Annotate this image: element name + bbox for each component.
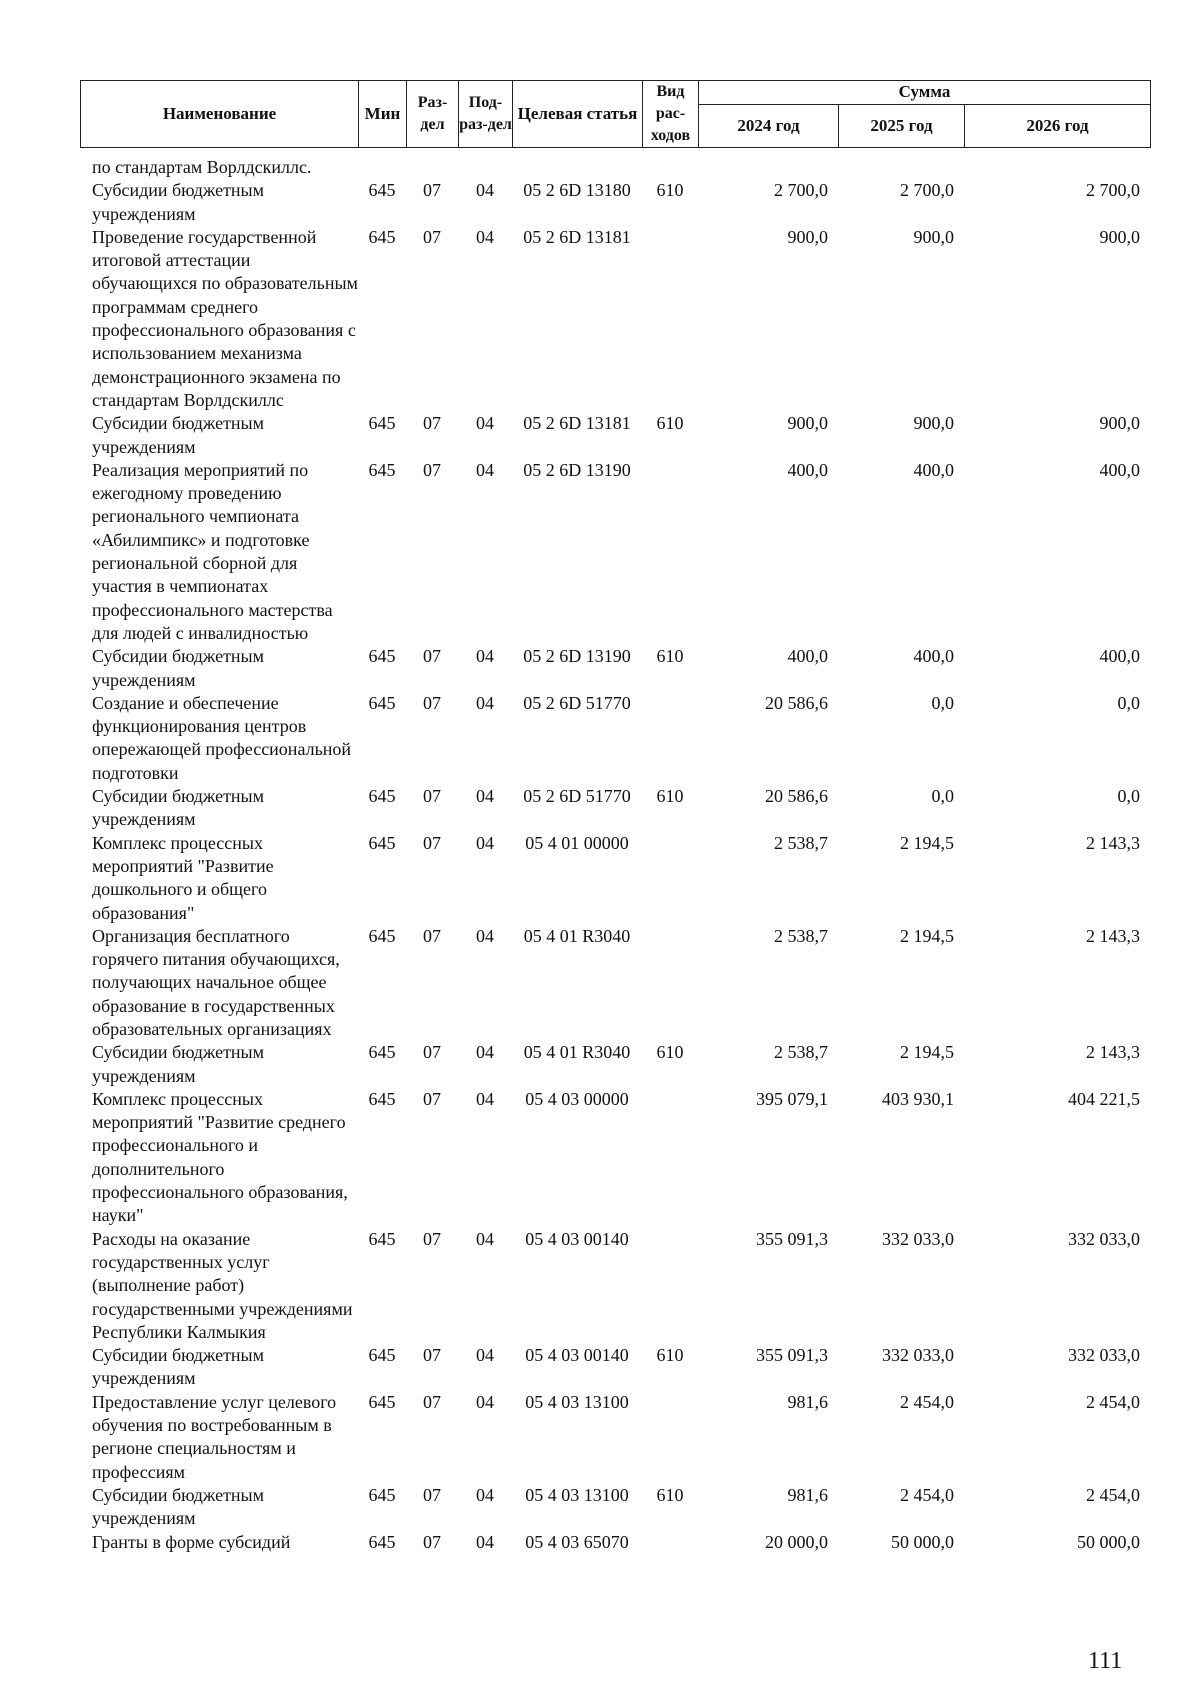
table-header xyxy=(80,80,1151,148)
row-min-cell: 645 xyxy=(368,646,396,667)
row-name-cell: Создание и обеспечение функционирования центров опережающей профессиональной подготовки xyxy=(92,692,352,783)
row-min-cell: 645 xyxy=(368,832,396,853)
row-celevaya-cell: 05 2 6D 13190 xyxy=(523,459,631,480)
row-name-cell: Комплекс процессных мероприятий "Развитие дошкольного и общего образования" xyxy=(92,832,274,923)
row-podrazdel-cell: 04 xyxy=(476,226,494,247)
row-name-cell: Комплекс процессных мероприятий "Развитие среднего профессионального и дополнительного профессионального образования, науки" xyxy=(92,1088,348,1226)
row-razdel-cell: 07 xyxy=(423,832,441,853)
row-sum-2025-cell: 2 194,5 xyxy=(900,925,954,946)
row-name-cell: Организация бесплатного горячего питания обучающихся, получающих начальное общее образование в государственных образовательных организациях xyxy=(92,925,340,1039)
row-razdel-cell: 07 xyxy=(423,925,441,946)
row-celevaya-cell: 05 4 03 13100 xyxy=(525,1391,629,1412)
row-name-cell: Субсидии бюджетным учреждениям xyxy=(92,1484,265,1529)
row-name-cell: Реализация мероприятий по ежегодному проведению регионального чемпионата «Абилимпикс» и подготовке региональной сборной для участия в чемпионатах профессионального мастерства для людей с инвалидностью xyxy=(92,459,333,643)
header-name: Наименование xyxy=(81,81,359,148)
row-sum-2025-cell: 332 033,0 xyxy=(882,1228,954,1249)
row-sum-2024-cell: 2 700,0 xyxy=(774,180,828,201)
row-vid-cell: 610 xyxy=(656,1345,684,1366)
row-sum-2026-cell: 0,0 xyxy=(1117,692,1140,713)
row-sum-2024-cell: 355 091,3 xyxy=(756,1228,828,1249)
table-row xyxy=(80,645,1150,692)
row-celevaya-cell: 05 2 6D 13181 xyxy=(523,413,631,434)
row-name-cell: Субсидии бюджетным учреждениям xyxy=(92,1345,265,1389)
table-row xyxy=(80,832,1150,925)
row-podrazdel-cell: 04 xyxy=(476,1345,494,1366)
row-celevaya-cell: 05 4 03 00140 xyxy=(525,1345,629,1366)
row-razdel-cell: 07 xyxy=(423,1345,441,1366)
row-sum-2024-cell: 355 091,3 xyxy=(756,1345,828,1366)
row-min-cell: 645 xyxy=(368,1391,396,1412)
row-podrazdel-cell: 04 xyxy=(476,692,494,713)
header-min: Мин xyxy=(359,81,407,148)
row-sum-2024-cell: 2 538,7 xyxy=(774,925,828,946)
row-sum-2024-cell: 20 586,6 xyxy=(765,692,828,713)
row-sum-2025-cell: 400,0 xyxy=(913,646,954,667)
row-sum-2025-cell: 403 930,1 xyxy=(882,1088,954,1109)
row-vid-cell: 610 xyxy=(656,1484,684,1505)
row-min-cell: 645 xyxy=(368,1345,396,1366)
row-vid-cell xyxy=(642,1531,698,1554)
row-name-cell: Расходы на оказание государственных услуг (выполнение работ) государственными учреждениями Республики Калмыкия xyxy=(92,1228,353,1342)
header-vid-rashodov: Вид рас-ходов xyxy=(643,81,699,148)
row-min-cell: 645 xyxy=(368,180,396,201)
row-podrazdel-cell: 04 xyxy=(476,180,494,201)
row-celevaya-cell: 05 2 6D 13190 xyxy=(523,646,631,667)
row-sum-2026-cell: 2 143,3 xyxy=(1086,1042,1140,1063)
row-sum-2025-cell: 900,0 xyxy=(913,226,954,247)
row-sum-2025-cell: 2 194,5 xyxy=(900,1042,954,1063)
row-razdel-cell: 07 xyxy=(423,692,441,713)
table-row xyxy=(80,1531,1150,1554)
row-podrazdel-cell: 04 xyxy=(476,1531,494,1552)
row-sum-2025-cell xyxy=(838,156,964,179)
row-razdel-cell: 07 xyxy=(423,1391,441,1412)
row-celevaya-cell: 05 2 6D 51770 xyxy=(523,692,631,713)
row-vid-cell xyxy=(642,692,698,785)
row-sum-2026-cell: 332 033,0 xyxy=(1068,1228,1140,1249)
row-sum-2025-cell: 400,0 xyxy=(913,459,954,480)
row-min-cell: 645 xyxy=(368,925,396,946)
row-vid-cell xyxy=(642,925,698,1041)
table-row xyxy=(80,226,1150,412)
row-name-cell: Предоставление услуг целевого обучения по востребованным в регионе специальностям и профессиям xyxy=(92,1391,337,1482)
row-vid-cell: 610 xyxy=(656,646,684,667)
row-sum-2026-cell: 400,0 xyxy=(1099,646,1140,667)
row-celevaya-cell: 05 4 03 00140 xyxy=(525,1228,629,1249)
row-celevaya-cell: 05 4 03 13100 xyxy=(525,1484,629,1505)
table-row xyxy=(80,1391,1150,1484)
row-razdel-cell: 07 xyxy=(423,1042,441,1063)
table-row xyxy=(80,692,1150,785)
row-podrazdel-cell: 04 xyxy=(476,1484,494,1505)
row-sum-2026-cell xyxy=(964,156,1150,179)
row-celevaya-cell: 05 4 03 65070 xyxy=(525,1531,629,1552)
table-row xyxy=(80,1484,1150,1531)
row-sum-2025-cell: 2 454,0 xyxy=(900,1484,954,1505)
row-sum-2025-cell: 2 194,5 xyxy=(900,832,954,853)
row-razdel-cell: 07 xyxy=(423,1531,441,1552)
row-sum-2024-cell: 20 586,6 xyxy=(765,786,828,807)
row-podrazdel-cell: 04 xyxy=(476,646,494,667)
row-sum-2024-cell: 20 000,0 xyxy=(765,1531,828,1552)
row-min-cell: 645 xyxy=(368,413,396,434)
row-min-cell xyxy=(358,156,406,179)
row-razdel-cell: 07 xyxy=(423,1228,441,1249)
row-min-cell: 645 xyxy=(368,1531,396,1552)
row-sum-2026-cell: 2 454,0 xyxy=(1086,1484,1140,1505)
row-sum-2026-cell: 332 033,0 xyxy=(1068,1345,1140,1366)
row-name-cell: Субсидии бюджетным учреждениям xyxy=(92,413,265,457)
header-celevaya-statya: Целевая статья xyxy=(513,81,643,148)
row-sum-2026-cell: 2 700,0 xyxy=(1086,180,1140,201)
row-sum-2026-cell: 2 454,0 xyxy=(1086,1391,1140,1412)
row-sum-2026-cell: 404 221,5 xyxy=(1068,1088,1140,1109)
row-sum-2024-cell: 400,0 xyxy=(787,459,828,480)
row-sum-2025-cell: 2 700,0 xyxy=(900,180,954,201)
row-sum-2026-cell: 0,0 xyxy=(1117,786,1140,807)
row-min-cell: 645 xyxy=(368,692,396,713)
row-celevaya-cell: 05 4 01 00000 xyxy=(525,832,629,853)
row-min-cell: 645 xyxy=(368,786,396,807)
table-row xyxy=(80,179,1150,226)
header-year-2025: 2025 год xyxy=(839,104,965,147)
row-name-cell: по стандартам Ворлдскиллс. xyxy=(92,157,312,177)
row-vid-cell: 610 xyxy=(656,1042,684,1063)
row-sum-2026-cell: 400,0 xyxy=(1099,459,1140,480)
row-vid-cell: 610 xyxy=(656,180,684,201)
table-row xyxy=(80,1041,1150,1088)
row-razdel-cell: 07 xyxy=(423,459,441,480)
row-sum-2024-cell: 981,6 xyxy=(787,1484,828,1505)
row-vid-cell xyxy=(642,1088,698,1228)
row-celevaya-cell: 05 4 01 R3040 xyxy=(523,1042,631,1063)
table-row xyxy=(80,156,1150,179)
header-podrazdel: Под-раз-дел xyxy=(459,81,513,148)
row-sum-2024-cell: 900,0 xyxy=(787,226,828,247)
row-name-cell: Субсидии бюджетным учреждениям xyxy=(92,646,265,690)
row-sum-2024-cell: 981,6 xyxy=(787,1391,828,1412)
row-podrazdel-cell: 04 xyxy=(476,1391,494,1412)
row-name-cell: Проведение государственной итоговой аттестации обучающихся по образовательным программам среднего профессионального образования с использованием механизма демонстрационного экзамена по стандартам Ворлдскиллс xyxy=(92,226,358,410)
row-sum-2026-cell: 2 143,3 xyxy=(1086,925,1140,946)
table-row xyxy=(80,785,1150,832)
row-podrazdel-cell: 04 xyxy=(476,413,494,434)
row-podrazdel-cell: 04 xyxy=(476,832,494,853)
row-name-cell: Субсидии бюджетным учреждениям xyxy=(92,180,265,224)
row-vid-cell xyxy=(642,156,698,179)
row-sum-2025-cell: 900,0 xyxy=(913,413,954,434)
row-sum-2024-cell xyxy=(698,156,838,179)
row-sum-2026-cell: 900,0 xyxy=(1099,413,1140,434)
row-vid-cell: 610 xyxy=(656,413,684,434)
row-razdel-cell: 07 xyxy=(423,1484,441,1505)
row-celevaya-cell: 05 2 6D 13180 xyxy=(523,180,631,201)
row-vid-cell xyxy=(642,832,698,925)
row-sum-2025-cell: 2 454,0 xyxy=(900,1391,954,1412)
row-razdel-cell: 07 xyxy=(423,646,441,667)
row-podrazdel-cell: 04 xyxy=(476,1088,494,1109)
row-celevaya-cell: 05 2 6D 51770 xyxy=(523,786,631,807)
row-min-cell: 645 xyxy=(368,1042,396,1063)
row-name-cell: Субсидии бюджетным учреждениям xyxy=(92,786,265,830)
row-celevaya-cell: 05 2 6D 13181 xyxy=(523,226,631,247)
row-vid-cell xyxy=(642,1391,698,1484)
row-sum-2024-cell: 395 079,1 xyxy=(756,1088,828,1109)
row-sum-2025-cell: 50 000,0 xyxy=(891,1531,954,1552)
row-celevaya-cell xyxy=(512,156,642,179)
row-podrazdel-cell: 04 xyxy=(476,786,494,807)
row-sum-2026-cell: 50 000,0 xyxy=(1077,1531,1140,1552)
row-sum-2024-cell: 2 538,7 xyxy=(774,1042,828,1063)
row-sum-2024-cell: 900,0 xyxy=(787,413,828,434)
row-vid-cell: 610 xyxy=(656,786,684,807)
row-min-cell: 645 xyxy=(368,1484,396,1505)
table-row xyxy=(80,1344,1150,1391)
row-razdel-cell: 07 xyxy=(423,786,441,807)
row-sum-2026-cell: 2 143,3 xyxy=(1086,832,1140,853)
header-year-2024: 2024 год xyxy=(699,104,839,147)
row-sum-2026-cell: 900,0 xyxy=(1099,226,1140,247)
row-razdel-cell: 07 xyxy=(423,1088,441,1109)
row-razdel-cell: 07 xyxy=(423,413,441,434)
table-row xyxy=(80,1228,1150,1344)
row-min-cell: 645 xyxy=(368,1228,396,1249)
row-podrazdel-cell: 04 xyxy=(476,1042,494,1063)
row-razdel-cell: 07 xyxy=(423,180,441,201)
row-sum-2025-cell: 0,0 xyxy=(931,786,954,807)
row-vid-cell xyxy=(642,1228,698,1344)
row-vid-cell xyxy=(642,226,698,412)
row-razdel-cell xyxy=(406,156,458,179)
row-podrazdel-cell: 04 xyxy=(476,925,494,946)
row-podrazdel-cell: 04 xyxy=(476,1228,494,1249)
row-min-cell: 645 xyxy=(368,226,396,247)
table-row xyxy=(80,412,1150,459)
row-name-cell: Субсидии бюджетным учреждениям xyxy=(92,1042,265,1086)
row-min-cell: 645 xyxy=(368,1088,396,1109)
row-sum-2025-cell: 332 033,0 xyxy=(882,1345,954,1366)
row-sum-2024-cell: 400,0 xyxy=(787,646,828,667)
table-row xyxy=(80,459,1150,645)
row-name-cell: Гранты в форме субсидий xyxy=(92,1531,291,1552)
header-summa: Сумма xyxy=(699,81,1151,105)
page-number: 111 xyxy=(1088,1648,1123,1674)
row-sum-2024-cell: 2 538,7 xyxy=(774,832,828,853)
header-year-2026: 2026 год xyxy=(965,104,1151,147)
row-sum-2025-cell: 0,0 xyxy=(931,692,954,713)
row-razdel-cell: 07 xyxy=(423,226,441,247)
table-row xyxy=(80,925,1150,1041)
row-celevaya-cell: 05 4 03 00000 xyxy=(525,1088,629,1109)
row-podrazdel-cell xyxy=(458,156,512,179)
row-celevaya-cell: 05 4 01 R3040 xyxy=(523,925,631,946)
budget-table-body xyxy=(80,156,1150,1554)
row-min-cell: 645 xyxy=(368,459,396,480)
row-vid-cell xyxy=(642,459,698,645)
table-row xyxy=(80,1088,1150,1228)
header-razdel: Раз-дел xyxy=(407,81,459,148)
row-podrazdel-cell: 04 xyxy=(476,459,494,480)
